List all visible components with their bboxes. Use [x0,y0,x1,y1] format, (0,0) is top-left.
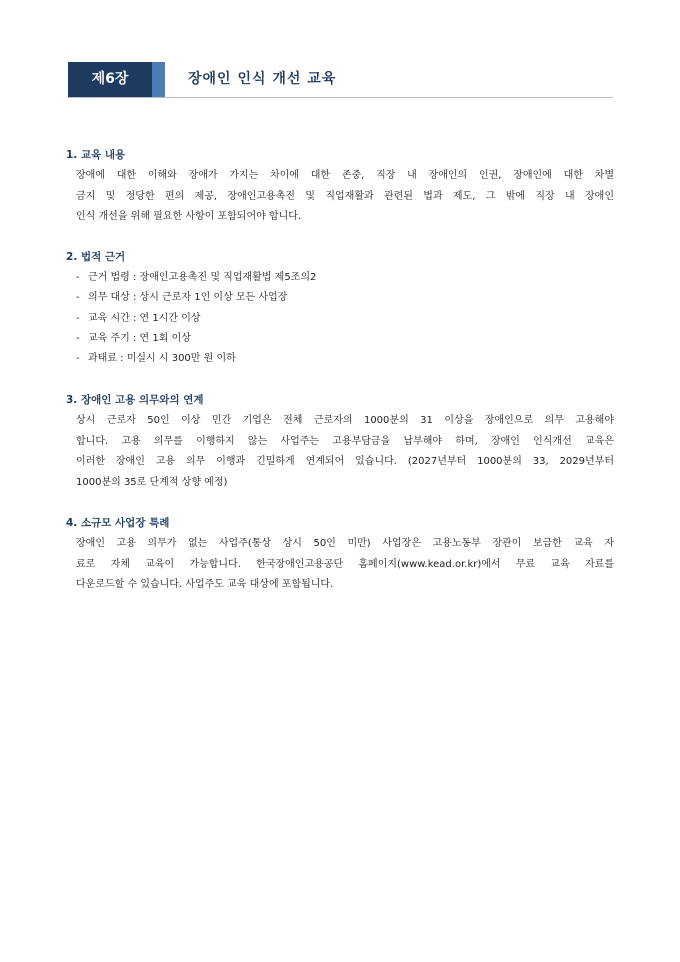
paragraph-line: 합니다. 고용 의무를 이행하지 않는 사업주는 고용부담금을 납부해야 하며, 장애인 인식개선 교육은 [76,435,614,447]
section-heading: 2. 법적 근거 [66,251,126,263]
paragraph-line: 1000분의 35로 단계적 상향 예정) [76,476,228,488]
section-heading: 1. 교육 내용 [66,149,126,161]
paragraph-line: 이러한 장애인 고용 의무 이행과 긴밀하게 연계되어 있습니다. (2027년부터 1000분의 33, 2029년부터 [76,456,614,467]
section-paragraph [76,534,614,596]
chapter-header [68,62,613,98]
chapter-title: 장애인 인식 개선 교육 [188,71,337,87]
list-item-text: 과태료 : 미실시 시 300만 원 이하 [88,353,236,365]
paragraph-line: 상시 근로자 50인 이상 민간 기업은 전체 근로자의 1000분의 31 이상을 장애인으로 의무 고용해야 [76,415,614,426]
list-item: - 과태료 : 미실시 시 300만 원 이하 [76,353,236,365]
chapter-label: 제6장 [68,62,152,97]
paragraph-line: 금지 및 정당한 편의 제공, 장애인고용촉진 및 직업재활과 관련된 법과 제도, 그 밖에 직장 내 장애인 [76,190,614,202]
section-paragraph [76,411,614,493]
list-item: - 의무 대상 : 상시 근로자 1인 이상 모든 사업장 [76,292,288,304]
paragraph-line: 장애에 대한 이해와 장애가 가지는 차이에 대한 존중, 직장 내 장애인의 인권, 장애인에 대한 차별 [76,170,614,181]
section-heading: 3. 장애인 고용 의무와의 연계 [66,394,204,406]
list-item: - 근거 법령 : 장애인고용촉진 및 직업재활법 제5조의2 [76,272,317,283]
paragraph-line: 다운로드할 수 있습니다. 사업주도 교육 대상에 포함됩니다. [76,579,334,590]
section-paragraph [76,166,614,228]
bullet-list [76,268,614,369]
list-item: - 교육 시간 : 연 1시간 이상 [76,312,201,324]
list-item-text: 교육 시간 : 연 1시간 이상 [88,312,201,324]
paragraph-line: 인식 개선을 위해 필요한 사항이 포함되어야 합니다. [76,211,302,222]
list-item-text: 의무 대상 : 상시 근로자 1인 이상 모든 사업장 [88,292,288,304]
paragraph-line: 료로 자체 교육이 가능합니다. 한국장애인고용공단 홈페이지(www.kead.or.kr)에서 무료 교육 자료를 [76,558,614,570]
section-education-content [66,146,614,228]
list-item: - 교육 주기 : 연 1회 이상 [76,332,191,344]
chapter-accent-bar [152,62,165,97]
section-employment-obligation [66,391,614,493]
list-item-text: 교육 주기 : 연 1회 이상 [88,332,191,344]
section-heading: 4. 소규모 사업장 특례 [66,517,170,529]
paragraph-line: 장애인 고용 의무가 없는 사업주(통상 상시 50인 미만) 사업장은 고용노동부 장관이 보급한 교육 자 [76,538,614,549]
list-item-text: 근거 법령 : 장애인고용촉진 및 직업재활법 제5조의2 [88,272,317,283]
section-small-business-exception [66,514,614,596]
section-legal-basis [66,248,614,369]
